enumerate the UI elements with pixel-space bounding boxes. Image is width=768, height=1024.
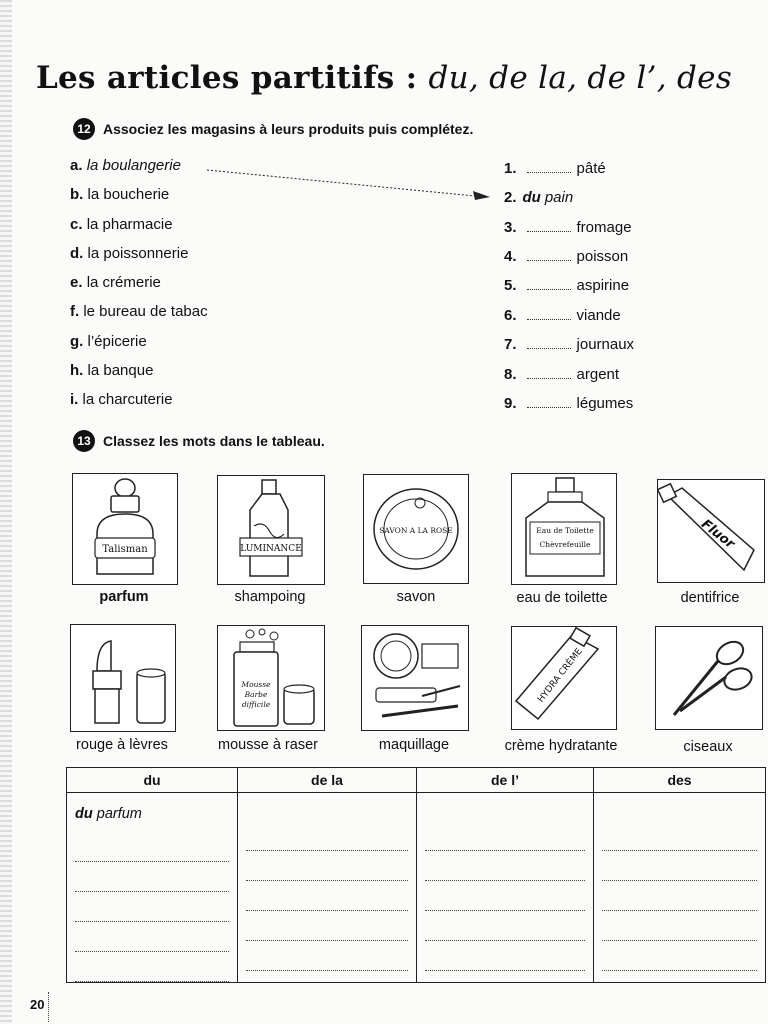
toothpaste-label: Fluor: [698, 516, 738, 552]
example-arrow-icon: [205, 166, 495, 202]
caption-shampoing: shampoing: [234, 589, 306, 605]
eau-de-toilette-label: Eau de Toilette Chèvrefeuille: [536, 526, 594, 549]
title-articles: du, de la, de l’, des: [428, 60, 733, 96]
product-item: 6. viande: [504, 307, 621, 324]
cream-label: HYDRA CRÈME: [536, 646, 585, 705]
caption-rouge-a-levres: rouge à lèvres: [76, 737, 168, 753]
scissors-icon: [655, 626, 763, 730]
product-item: 4. poisson: [504, 248, 629, 265]
caption-maquillage: maquillage: [378, 737, 450, 753]
toothpaste-tube-icon: [657, 479, 765, 583]
product-item: 3. fromage: [504, 219, 632, 236]
shaving-foam-can-icon: [217, 625, 325, 731]
shop-item: a. la boulangerie: [70, 157, 181, 174]
product-item: 1. pâté: [504, 160, 606, 177]
classification-table: [66, 767, 766, 983]
shampoo-label: LUMINANCE: [240, 544, 302, 554]
example-answer: du parfum: [75, 806, 142, 822]
answer-cell-des[interactable]: [594, 793, 766, 983]
perfume-label: Talisman: [102, 544, 148, 555]
answer-cell-de-l[interactable]: [417, 793, 594, 983]
exercise-number-badge: 13: [73, 430, 95, 452]
soap-icon: [363, 474, 469, 584]
product-item: 5. aspirine: [504, 277, 630, 294]
caption-dentifrice: dentifrice: [680, 590, 740, 606]
column-header-de-la: de la: [238, 768, 417, 793]
soap-label: SAVON A LA ROSE: [379, 526, 453, 535]
caption-parfum: parfum: [99, 589, 149, 605]
shop-item: b. la boucherie: [70, 186, 170, 203]
lipstick-icon: [70, 624, 176, 732]
column-header-des: des: [594, 768, 766, 793]
answer-cell-de-la[interactable]: [238, 793, 417, 983]
caption-mousse-a-raser: mousse à raser: [218, 737, 318, 753]
product-item: 2. du pain: [504, 189, 574, 206]
caption-eau-de-toilette: eau de toilette: [516, 590, 608, 606]
exercise-13-header: [73, 430, 325, 452]
exercise-number-badge: 12: [73, 118, 95, 140]
column-header-de-l: de l’: [417, 768, 594, 793]
page-number-rule: [48, 992, 49, 1022]
shop-item: f. le bureau de tabac: [70, 303, 208, 320]
column-header-du: du: [67, 768, 238, 793]
shampoo-bottle-icon: [217, 475, 325, 585]
shaving-foam-label: Mousse Barbe difficile: [241, 680, 271, 709]
answer-cell-du[interactable]: [67, 793, 238, 983]
shop-item: c. la pharmacie: [70, 216, 173, 233]
exercise-12-header: [73, 118, 473, 140]
product-item: 7. journaux: [504, 336, 635, 353]
caption-ciseaux: ciseaux: [683, 739, 733, 755]
caption-creme-hydratante: crème hydratante: [504, 738, 618, 754]
caption-savon: savon: [396, 589, 436, 605]
exercise-12-instruction: Associez les magasins à leurs produits puis complétez.: [103, 121, 474, 137]
eau-de-toilette-bottle-icon: [511, 473, 617, 585]
shop-item: g. l’épicerie: [70, 333, 147, 350]
product-item: 8. argent: [504, 366, 620, 383]
shop-item: i. la charcuterie: [70, 391, 173, 408]
cream-tube-icon: [511, 626, 617, 730]
makeup-kit-icon: [361, 625, 469, 731]
page-number: 20: [30, 997, 45, 1012]
page-title: Les articles partitifs : du, de la, de l’, des: [35, 60, 733, 96]
binding-edge: [0, 0, 12, 1024]
exercise-13-instruction: Classez les mots dans le tableau.: [103, 433, 325, 449]
product-item: 9. légumes: [504, 395, 634, 412]
shop-item: d. la poissonnerie: [70, 245, 189, 262]
perfume-bottle-icon: [72, 473, 178, 585]
shop-item: e. la crémerie: [70, 274, 161, 291]
shop-item: h. la banque: [70, 362, 154, 379]
